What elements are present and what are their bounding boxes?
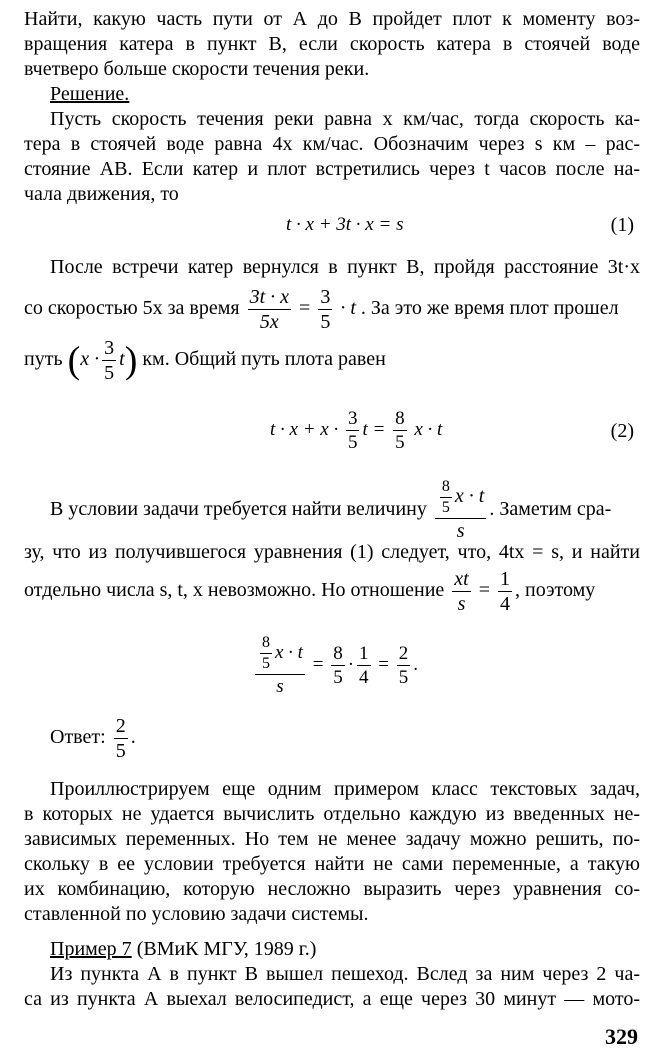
frac-num: xt (454, 567, 469, 590)
paragraph-line-4: скольку в ее условии требуется найти не сами переменные, а такую (24, 853, 640, 875)
solution-line-2: тера в стоячей воде равна 4x км/час. Обозначим через s км – рас- (24, 133, 640, 155)
frac-den: 4 (359, 667, 369, 689)
example-line-1: Из пункта А в пункт В вышел пешеход. Вслед за ним через 2 ча- (50, 963, 640, 985)
frac-den: s (457, 592, 466, 615)
frac-den: 5 (104, 361, 115, 384)
frac-num: 8 (440, 479, 452, 498)
frac-den: 5 (333, 667, 343, 689)
task-line-3 (24, 566, 640, 614)
example-source: (ВМиК МГУ, 1989 г.) (131, 938, 317, 960)
eq2-pre: t · x + x · (270, 419, 339, 440)
frac-num: 8 (395, 408, 405, 430)
eq2-post: x · t (414, 419, 443, 440)
equation-1: t · x + 3t · x = s (286, 214, 404, 235)
eq2-fraction-8-5 (393, 409, 407, 452)
period: . (130, 726, 136, 748)
problem-line-1: Найти, какую часть пути от А до В пройдет плот к моменту воз- (24, 8, 640, 30)
after-meet-line-1: После встречи катер вернулся в пункт В, пройдя расстояние 3t·x (50, 256, 640, 278)
dot-operator: · (347, 654, 355, 675)
frac-num: 8 (260, 635, 272, 654)
frac-den: 5 (441, 499, 450, 517)
answer-label: Ответ: (50, 726, 106, 748)
page-number: 329 (605, 1024, 638, 1049)
after-meet-text-pre: со скоростью 5x за время (24, 297, 240, 319)
problem-line-2: вращения катера в пункт В, если скорость катера в стоячей воде (24, 33, 640, 55)
equals-sign: = (299, 297, 311, 319)
task-text-post: . Заметим сра- (489, 498, 612, 520)
equation-1-number: (1) (610, 214, 634, 236)
compound-numerator (435, 479, 486, 519)
ratio-xt-s (452, 569, 470, 614)
after-meet-line-2 (24, 285, 640, 333)
equation-3 (252, 632, 418, 698)
paragraph-line-1: Проиллюстрируем еще одним примером класс текстовых задач, (50, 778, 640, 800)
right-paren: ) (124, 339, 138, 382)
equation-2 (270, 408, 442, 452)
frac-num: 8 (333, 643, 343, 665)
solution-heading: Решение. (50, 83, 130, 105)
frac-num: 2 (398, 643, 409, 665)
frac-num: 3 (320, 285, 331, 308)
after-meet-text-post: . За это же время плот прошел (360, 297, 619, 319)
task-line-2: зу, что из получившегося уравнения (1) следует, что, 4tx = s, и найти (24, 541, 640, 563)
task-line-1 (50, 474, 640, 544)
eq3-fraction-1-4 (357, 644, 371, 687)
eq3-fraction-2-5 (397, 644, 411, 687)
after-meet-text-post-2: км. Общий путь плота равен (142, 348, 386, 370)
frac-num: 3t · x (249, 285, 290, 308)
task-text-pre: В условии задачи требуется найти величину (50, 498, 427, 520)
sub-fraction-8-5 (440, 479, 452, 516)
frac-den: 5 (115, 739, 126, 762)
path-x: x · (80, 348, 100, 370)
frac-den: 5x (259, 310, 279, 333)
sub-fraction-8-5 (260, 635, 272, 672)
example-label: Пример 7 (50, 938, 132, 960)
compound-numerator (255, 635, 305, 675)
example-line-2: са из пункта А выехал велосипедист, а еще через 30 минут — мото- (24, 988, 640, 1010)
fraction-3-5 (318, 287, 332, 332)
frac-den: 5 (398, 667, 409, 689)
frac-den: 5 (347, 432, 358, 454)
solution-line-4: чала движения, то (24, 183, 179, 205)
frac-num: 1 (500, 567, 510, 590)
fraction-path-3-5 (102, 338, 116, 383)
path-label: путь (24, 348, 63, 370)
task-text-3-pre: отдельно числа s, t, x невозможно. Но отношение (24, 579, 445, 601)
frac-num: 2 (115, 714, 126, 737)
after-meet-line-3 (24, 336, 640, 382)
frac-den: 5 (395, 432, 405, 454)
frac-den: 4 (500, 592, 510, 615)
left-paren: ( (67, 339, 81, 382)
equals-sign: = (378, 654, 389, 675)
paragraph-line-2: в которых не удается вычислить отдельно каждую из введенных не- (24, 803, 640, 825)
solution-line-3: стояние AB. Если катер и плот встретились через t часов после на- (24, 158, 640, 180)
paragraph-line-5: их комбинацию, которую несложно выразить через уравнения со- (24, 878, 640, 900)
sub-xt: x · t (454, 485, 485, 508)
frac-num: 3 (347, 408, 358, 430)
example-heading (50, 938, 640, 960)
eq2-fraction-3-5 (346, 409, 360, 452)
equals-sign: = (478, 579, 490, 601)
times-t: · t (340, 297, 356, 319)
equals-sign: = (312, 654, 324, 675)
eq3-compound-fraction (255, 635, 305, 696)
fraction-1-4 (498, 569, 512, 614)
frac-num: 1 (359, 643, 369, 665)
path-t: t (119, 348, 125, 370)
frac-den: s (276, 676, 284, 698)
sub-xt: x · t (275, 642, 303, 663)
task-compound-fraction (435, 479, 486, 541)
fraction-3tx-5x (248, 287, 291, 332)
paragraph-line-3: зависимых переменных. Но тем не менее задачу можно решить, по- (24, 828, 640, 850)
equation-2-number: (2) (610, 420, 634, 442)
eq2-mid: t = (362, 419, 386, 440)
paragraph-line-6: ставленной по условию задачи системы. (24, 903, 369, 925)
frac-num: 3 (104, 336, 115, 359)
frac-den: s (456, 520, 465, 543)
solution-line-1: Пусть скорость течения реки равна x км/час, тогда скорость ка- (50, 108, 640, 130)
answer-fraction (114, 716, 128, 761)
frac-den: 5 (262, 655, 270, 673)
problem-line-3: вчетверо больше скорости течения реки. (24, 58, 370, 80)
period: . (413, 654, 418, 675)
answer-line (50, 712, 640, 762)
eq3-fraction-8-5 (331, 644, 345, 687)
task-text-3-post: , поэтому (515, 579, 596, 601)
frac-den: 5 (320, 310, 331, 333)
